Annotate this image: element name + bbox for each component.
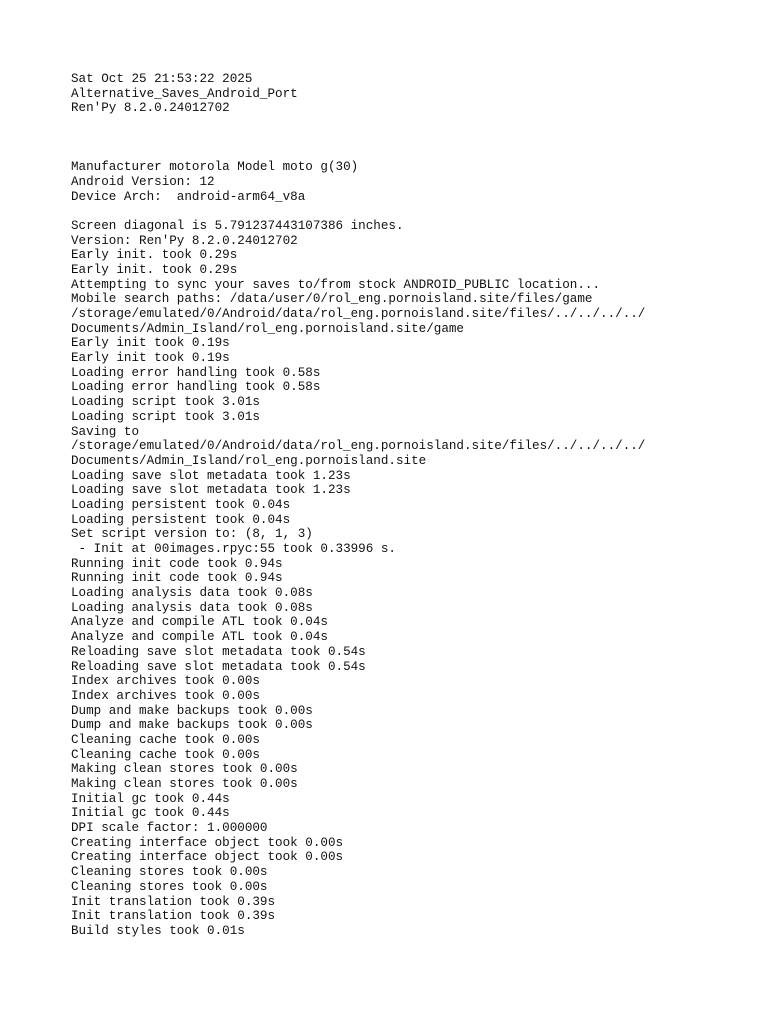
log-line: Loading save slot metadata took 1.23s — [71, 468, 351, 483]
log-line: Initial gc took 0.44s — [71, 806, 230, 821]
log-line: Loading error handling took 0.58s — [71, 365, 321, 380]
log-line: Attempting to sync your saves to/from stock ANDROID_PUBLIC location... — [71, 277, 601, 292]
log-line: Cleaning cache took 0.00s — [71, 732, 260, 747]
log-line: Loading script took 3.01s — [71, 395, 260, 410]
log-line: Saving to — [71, 424, 140, 439]
log-line: Alternative_Saves_Android_Port — [71, 86, 298, 101]
log-line: Mobile search paths: /data/user/0/rol_eng.pornoisland.site/files/game — [71, 292, 593, 307]
log-line: Documents/Admin_Island/rol_eng.pornoisland.site/game — [71, 321, 464, 336]
log-line: Android Version: 12 — [71, 174, 215, 189]
log-line: Screen diagonal is 5.791237443107386 inches. — [71, 218, 404, 233]
log-line: Loading error handling took 0.58s — [71, 380, 321, 395]
log-line: Running init code took 0.94s — [71, 571, 283, 586]
log-line: Dump and make backups took 0.00s — [71, 718, 313, 733]
log-line: Cleaning stores took 0.00s — [71, 865, 268, 880]
log-line: Early init. took 0.29s — [71, 262, 238, 277]
log-line — [71, 116, 751, 131]
log-line: Running init code took 0.94s — [71, 556, 283, 571]
log-document — [71, 72, 751, 939]
log-line: Making clean stores took 0.00s — [71, 777, 298, 791]
log-line: Loading analysis data took 0.08s — [71, 586, 313, 601]
log-line: Version: Ren'Py 8.2.0.24012702 — [71, 233, 298, 248]
log-line: DPI scale factor: 1.000000 — [71, 821, 268, 836]
log-line: Making clean stores took 0.00s — [71, 762, 298, 777]
log-line: Set script version to: (8, 1, 3) — [71, 527, 313, 542]
log-line: Creating interface object took 0.00s — [71, 850, 344, 865]
log-line: Init translation took 0.39s — [71, 909, 276, 924]
log-line: Device Arch: android-arm64_v8a — [71, 189, 306, 204]
log-line: Reloading save slot metadata took 0.54s — [71, 659, 366, 674]
log-line: Loading save slot metadata took 1.23s — [71, 483, 351, 498]
log-line — [71, 204, 751, 219]
log-line: Sat Oct 25 21:53:22 2025 — [71, 72, 253, 86]
log-line: Dump and make backups took 0.00s — [71, 703, 313, 718]
log-line: Cleaning cache took 0.00s — [71, 747, 260, 762]
log-line: - Init at 00images.rpyc:55 took 0.33996 s. — [71, 542, 396, 556]
log-line: Initial gc took 0.44s — [71, 791, 230, 806]
log-line: Init translation took 0.39s — [71, 894, 276, 909]
log-line: Early init. took 0.29s — [71, 248, 238, 263]
log-line: Index archives took 0.00s — [71, 688, 260, 703]
log-line: Loading analysis data took 0.08s — [71, 600, 313, 615]
log-line: Documents/Admin_Island/rol_eng.pornoisland.site — [71, 453, 427, 468]
log-line: /storage/emulated/0/Android/data/rol_eng.pornoisland.site/files/../../../../ — [71, 439, 646, 454]
log-line: /storage/emulated/0/Android/data/rol_eng.pornoisland.site/files/../../../../ — [71, 307, 646, 321]
log-line: Early init took 0.19s — [71, 351, 230, 366]
log-line: Ren'Py 8.2.0.24012702 — [71, 101, 230, 116]
log-line: Cleaning stores took 0.00s — [71, 879, 268, 894]
log-line: Index archives took 0.00s — [71, 674, 260, 689]
log-line: Analyze and compile ATL took 0.04s — [71, 630, 328, 645]
log-line: Analyze and compile ATL took 0.04s — [71, 615, 328, 630]
log-line: Early init took 0.19s — [71, 336, 230, 351]
log-line: Creating interface object took 0.00s — [71, 835, 344, 850]
log-line: Loading script took 3.01s — [71, 409, 260, 424]
log-line — [71, 145, 751, 160]
log-line: Loading persistent took 0.04s — [71, 497, 291, 512]
log-line: Manufacturer motorola Model moto g(30) — [71, 160, 359, 175]
log-line — [71, 131, 751, 146]
log-line: Loading persistent took 0.04s — [71, 512, 291, 527]
log-line: Build styles took 0.01s — [71, 923, 245, 938]
log-line: Reloading save slot metadata took 0.54s — [71, 644, 366, 659]
